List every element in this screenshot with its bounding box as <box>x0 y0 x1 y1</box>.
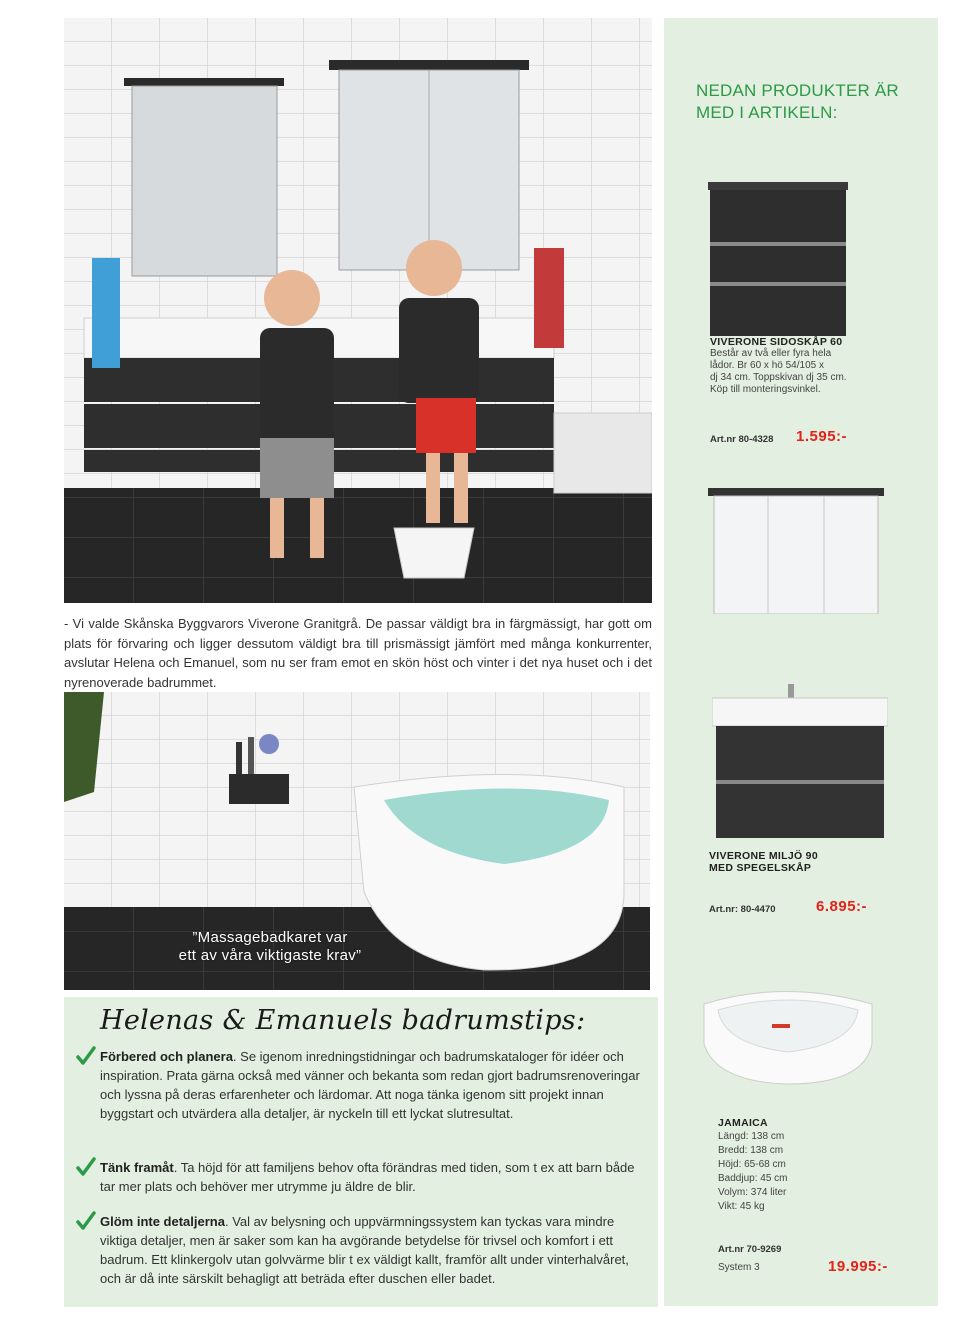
tips-title: Helenas & Emanuels badrumstips: <box>100 1005 586 1036</box>
tip-text: . Val av belysning och uppvärmningssystem kan tyckas vara mindre viktiga detaljer, men är saker som kan ha avgörande betydelse för trivsel och komfort i ett badrum. Ett klinkergolv utan golvvärme blir t ex väldigt kallt, framför allt under vinterhalvåret, och är då inte särskilt behagligt att beträda efter duschen eller badet. <box>100 1214 629 1286</box>
sidebar-heading <box>696 80 926 124</box>
tip-lead: Förbered och planera <box>100 1049 233 1064</box>
tip-item <box>100 1212 648 1288</box>
tip-item <box>100 1158 648 1196</box>
product-price: 1.595:- <box>796 428 848 445</box>
product-jamaica <box>718 1116 918 1214</box>
product-sidebar <box>664 18 938 1306</box>
tip-text: . Ta höjd för att familjens behov ofta förändras med tiden, som t ex att barn både tar mer plats och behöver mer utrymme ju äldre de blir. <box>100 1160 635 1194</box>
mirror-cabinet-image <box>708 488 884 614</box>
cabinet-image <box>708 182 848 336</box>
product-desc-line: lådor. Br 60 x hö 54/105 x <box>710 360 824 371</box>
bathtub-image <box>694 974 882 1088</box>
product-price: 19.995:- <box>828 1258 888 1275</box>
product-price: 6.895:- <box>816 898 868 915</box>
product-desc-line: Består av två eller fyra hela <box>710 348 832 359</box>
product-spec-line: Längd: 138 cm <box>718 1131 785 1142</box>
tip-item <box>100 1047 648 1123</box>
checkmark-icon <box>76 1157 96 1177</box>
product-desc-line: Köp till monteringsvinkel. <box>710 384 821 395</box>
heading-line: NEDAN PRODUKTER ÄR <box>696 81 899 100</box>
product-spec-line: Volym: 374 liter <box>718 1187 787 1198</box>
product-art-nr: Art.nr 80-4328 <box>710 434 774 445</box>
product-art-nr: Art.nr: 80-4470 <box>709 904 776 915</box>
product-spec-line: Bredd: 138 cm <box>718 1145 784 1156</box>
bathtub-quote <box>120 929 420 965</box>
product-spec-line: Baddjup: 45 cm <box>718 1173 788 1184</box>
product-viverone-sidoskap <box>710 336 920 396</box>
product-spec-line: Höjd: 65-68 cm <box>718 1159 786 1170</box>
article-caption: - Vi valde Skånska Byggvarors Viverone Granitgrå. De passar väldigt bra in färgmässigt, har gott om plats för förvaring och ligger dessutom väldigt bra till prismässigt jämfört med många konkurrenter, avslutar Helena och Emanuel, som nu ser fram emot en skön höst och vinter i det nya huset och i det nyrenoverade badrummet. <box>64 616 652 690</box>
checkmark-icon <box>76 1046 96 1066</box>
tips-box <box>64 997 658 1307</box>
product-spec-line: Vikt: 45 kg <box>718 1201 765 1212</box>
tip-text: . Se igenom inredningstidningar och badrumskataloger för idéer och inspiration. Prata gärna också med vänner och bekanta som redan gjort badrumsrenoveringar och lyssna på deras erfarenheter och lärdomar. Att noga tänka igenom sitt projekt innan byggstart och utvärdera alla detaljer, är nyckeln till ett lyckat slutresultat. <box>100 1049 640 1121</box>
tip-lead: Tänk framåt <box>100 1160 174 1175</box>
product-desc-line: dj 34 cm. Toppskivan dj 35 cm. <box>710 372 847 383</box>
product-name: JAMAICA <box>718 1117 768 1129</box>
quote-line: ett av våra viktigaste krav” <box>178 947 362 964</box>
product-variant: System 3 <box>718 1262 760 1273</box>
product-viverone-miljo <box>709 850 919 874</box>
product-art-nr: Art.nr 70-9269 <box>718 1244 782 1255</box>
heading-line: MED I ARTIKELN: <box>696 103 838 122</box>
tip-lead: Glöm inte detaljerna <box>100 1214 225 1229</box>
quote-line: ”Massagebadkaret var <box>192 929 348 946</box>
product-name: VIVERONE SIDOSKÅP 60 <box>710 336 843 348</box>
product-name: MED SPEGELSKÅP <box>709 862 812 874</box>
bathroom-photo-kids <box>64 18 652 603</box>
product-name: VIVERONE MILJÖ 90 <box>709 850 818 862</box>
checkmark-icon <box>76 1211 96 1231</box>
vanity-image <box>712 684 888 844</box>
